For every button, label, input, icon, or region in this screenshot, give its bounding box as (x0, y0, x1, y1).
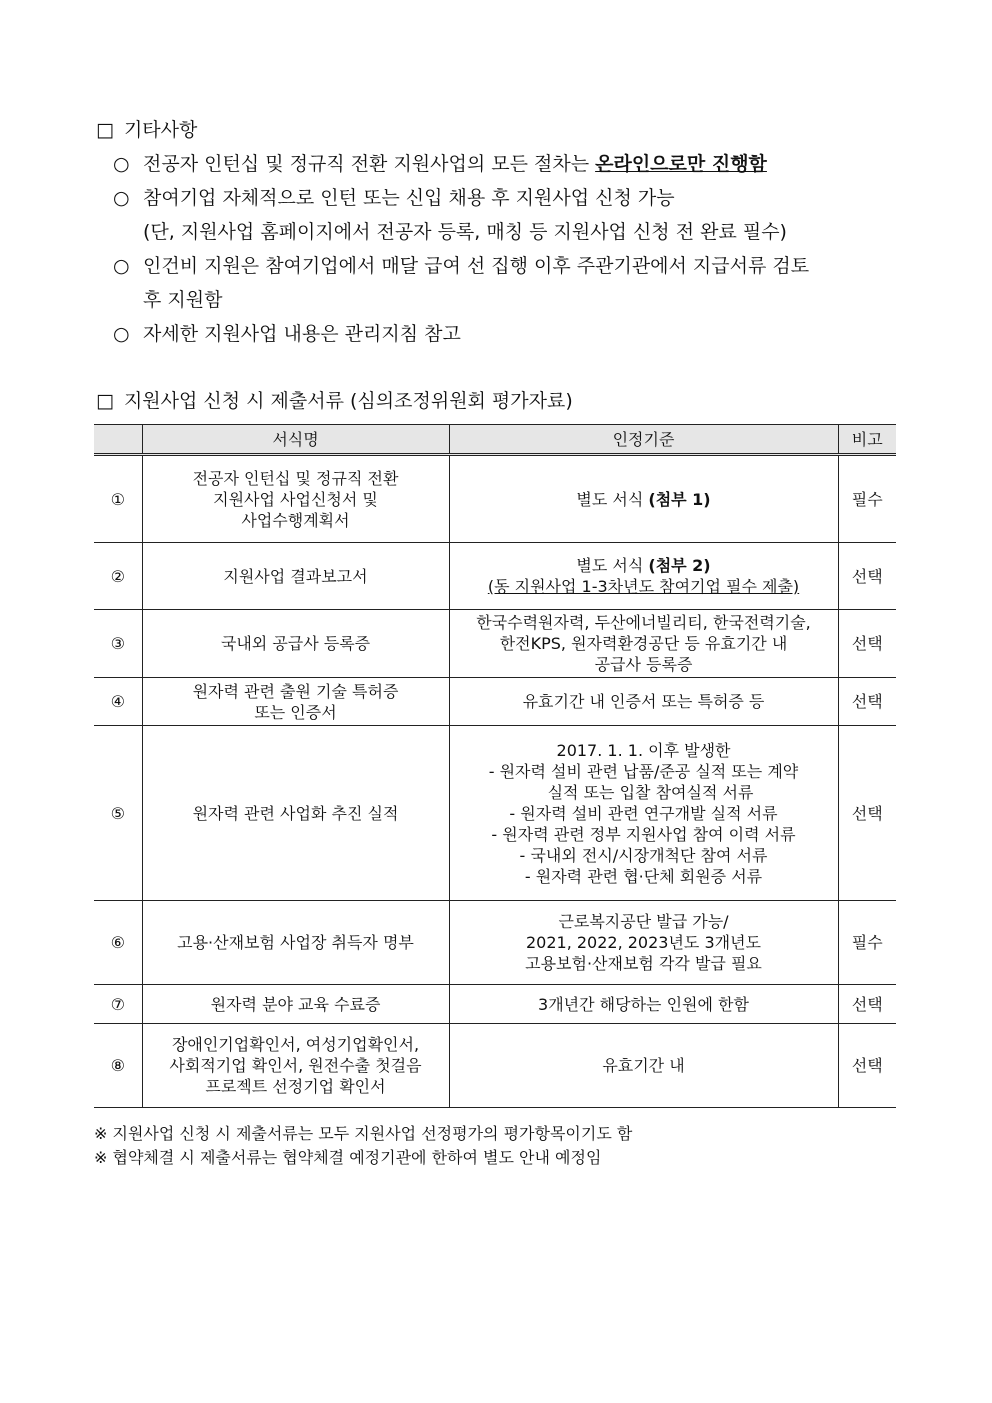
table-row (94, 985, 896, 1024)
row-number: ② (94, 543, 142, 610)
table-row (94, 543, 896, 610)
table-row (94, 726, 896, 901)
criteria-line: 고용보험·산재보험 각각 발급 필요 (525, 954, 762, 973)
row-number: ① (94, 455, 142, 543)
form-name-line: 고용·산재보험 사업장 취득자 명부 (177, 933, 414, 952)
form-name-cell (142, 1024, 449, 1108)
remark-cell: 선택 (838, 678, 896, 726)
form-name-cell (142, 678, 449, 726)
remark-cell: 선택 (838, 726, 896, 901)
form-name-line: 지원사업 결과보고서 (223, 566, 368, 586)
criteria-line: 한전KPS, 원자력환경공단 등 유효기간 내 (499, 634, 788, 653)
misc-bullet-2-sub: (단, 지원사업 홈페이지에서 전공자 등록, 매칭 등 지원사업 신청 전 완료 필수) (143, 221, 787, 243)
criteria-list-line: - 원자력 설비 관련 연구개발 실적 서류 (509, 803, 778, 823)
form-name-cell (142, 610, 449, 678)
remark-cell: 선택 (838, 610, 896, 678)
criteria-list-line: 2017. 1. 1. 이후 발생한 (556, 740, 731, 760)
criteria-list-line: - 원자력 관련 정부 지원사업 참여 이력 서류 (491, 824, 796, 844)
criteria-cell (449, 678, 838, 726)
remark-cell: 선택 (838, 543, 896, 610)
criteria-cell (449, 610, 838, 678)
remark-cell: 필수 (838, 901, 896, 985)
row-number: ③ (94, 610, 142, 678)
footnote-2: ※ 협약체결 시 제출서류는 협약체결 예정기관에 한하여 별도 안내 예정임 (94, 1148, 602, 1167)
misc-bullet-3 (113, 251, 809, 278)
criteria-attachment: (첨부 2) (648, 556, 711, 575)
criteria-cell (449, 543, 838, 610)
criteria-cell (449, 455, 838, 543)
checkbox-square-icon: □ (96, 390, 114, 412)
criteria-cell (449, 1024, 838, 1108)
form-name-line: 전공자 인턴십 및 정규직 전환 (192, 468, 399, 488)
form-name-line: 지원사업 사업신청서 및 (213, 489, 378, 509)
misc-bullet-4 (113, 319, 461, 346)
circle-bullet-icon: ○ (113, 323, 130, 345)
docs-heading-text: 지원사업 신청 시 제출서류 (심의조정위원회 평가자료) (123, 390, 573, 412)
misc-bullet-3-cont: 후 지원함 (143, 289, 223, 311)
remark-cell: 선택 (838, 985, 896, 1024)
misc-bullet-4-text: 자세한 지원사업 내용은 관리지침 참고 (143, 323, 461, 345)
misc-bullet-2-text: 참여기업 자체적으로 인턴 또는 신입 채용 후 지원사업 신청 가능 (143, 187, 675, 209)
remark-cell: 선택 (838, 1024, 896, 1108)
criteria-list-line: 실적 또는 입찰 참여실적 서류 (547, 782, 754, 802)
header-form-name: 서식명 (142, 425, 449, 455)
checkbox-square-icon: □ (96, 119, 114, 141)
form-name-cell (142, 901, 449, 985)
criteria-list-cell (449, 726, 838, 901)
criteria-line: 근로복지공단 발급 가능/ (558, 912, 729, 931)
row-number: ⑦ (94, 985, 142, 1024)
form-name-line: 프로젝트 선정기업 확인서 (205, 1077, 386, 1096)
table-row (94, 678, 896, 726)
footnote-1: ※ 지원사업 신청 시 제출서류는 모두 지원사업 선정평가의 평가항목이기도 함 (94, 1124, 633, 1143)
circle-bullet-icon: ○ (113, 255, 130, 277)
criteria-line: 2021, 2022, 2023년도 3개년도 (525, 933, 762, 952)
header-remark: 비고 (838, 425, 896, 455)
header-no (94, 425, 142, 455)
form-name-cell (142, 543, 449, 610)
criteria-line: 유효기간 내 인증서 또는 특허증 등 (522, 692, 765, 711)
form-name-cell (142, 455, 449, 543)
remark-cell: 필수 (838, 455, 896, 543)
form-name-cell (142, 726, 449, 901)
table-row (94, 1024, 896, 1108)
criteria-cell (449, 901, 838, 985)
row-number: ⑧ (94, 1024, 142, 1108)
misc-bullet-1-emphasis: 온라인으로만 진행함 (595, 153, 767, 175)
table-row (94, 901, 896, 985)
docs-section-heading (96, 386, 573, 413)
criteria-text: 별도 서식 (576, 556, 649, 575)
misc-bullet-3-text: 인건비 지원은 참여기업에서 매달 급여 선 집행 이후 주관기관에서 지급서류 검토 (143, 255, 810, 277)
table-header-row (94, 425, 896, 455)
form-name-cell (142, 985, 449, 1024)
row-number: ④ (94, 678, 142, 726)
criteria-line: 공급사 등록증 (594, 655, 693, 674)
criteria-list-line: - 국내외 전시/시장개척단 참여 서류 (519, 845, 768, 865)
criteria-list-line: - 원자력 설비 관련 납품/준공 실적 또는 계약 (488, 761, 799, 781)
criteria-line: 한국수력원자력, 두산에너빌리티, 한국전력기술, (476, 613, 811, 632)
header-criteria: 인정기준 (449, 425, 838, 455)
form-name-line: 원자력 분야 교육 수료증 (210, 994, 381, 1014)
table-row (94, 455, 896, 543)
misc-section-heading (96, 115, 197, 142)
criteria-list-line: - 원자력 관련 협·단체 회원증 서류 (524, 866, 763, 886)
form-name-line: 사회적기업 확인서, 원전수출 첫걸음 (169, 1056, 422, 1075)
criteria-text: 별도 서식 (576, 489, 649, 509)
criteria-cell (449, 985, 838, 1024)
form-name-line: 원자력 관련 출원 기술 특허증 (192, 681, 399, 701)
criteria-sub-note: (동 지원사업 1-3차년도 참여기업 필수 제출) (487, 577, 800, 596)
required-documents-table (94, 424, 896, 1108)
misc-bullet-1 (113, 149, 767, 176)
form-name-line: 장애인기업확인서, 여성기업확인서, (171, 1035, 420, 1054)
criteria-line: 3개년간 해당하는 인원에 한함 (538, 994, 749, 1014)
misc-bullet-2 (113, 183, 675, 210)
circle-bullet-icon: ○ (113, 187, 130, 209)
form-name-line: 사업수행계획서 (241, 510, 350, 530)
criteria-attachment: (첨부 1) (648, 489, 711, 509)
criteria-line: 유효기간 내 (602, 1056, 685, 1075)
form-name-line: 또는 인증서 (254, 702, 337, 722)
row-number: ⑥ (94, 901, 142, 985)
misc-heading-text: 기타사항 (123, 119, 198, 141)
form-name-line: 원자력 관련 사업화 추진 실적 (192, 803, 399, 823)
form-name-line: 국내외 공급사 등록증 (220, 634, 371, 653)
row-number: ⑤ (94, 726, 142, 901)
table-row (94, 610, 896, 678)
misc-bullet-1-text: 전공자 인턴십 및 정규직 전환 지원사업의 모든 절차는 (143, 153, 596, 175)
circle-bullet-icon: ○ (113, 153, 130, 175)
